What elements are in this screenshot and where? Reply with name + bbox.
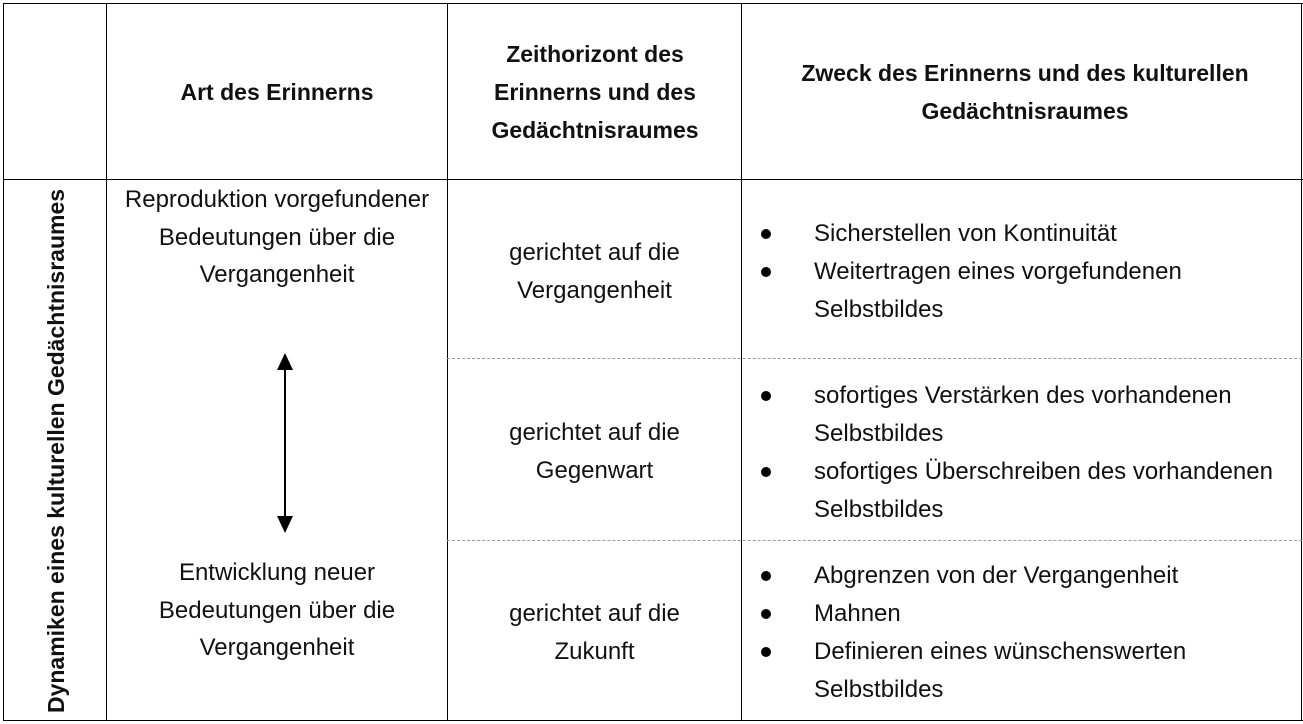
- list-item: sofortiges Verstärken des vorhandenen Selbstbildes: [758, 377, 1278, 453]
- list-item: Abgrenzen von der Vergangenheit: [758, 557, 1278, 595]
- horizon-gegenwart: gerichtet auf die Gegenwart: [509, 419, 680, 484]
- list-item: Definieren eines wünschenswerten Selbstbildes: [758, 633, 1278, 709]
- header-art-des-erinnerns: Art des Erinnerns: [180, 78, 374, 105]
- column-divider-2: [447, 3, 448, 721]
- list-item: Sicherstellen von Kontinuität: [758, 215, 1278, 253]
- list-item: sofortiges Überschreiben des vorhandenen Selbstbildes: [758, 453, 1278, 529]
- table-border-left: [3, 3, 4, 721]
- header-divider: [3, 179, 1303, 180]
- purpose-list-vergangenheit: [758, 215, 1278, 329]
- horizon-zukunft: gerichtet auf die Zukunft: [509, 600, 680, 665]
- header-zeithorizont: Zeithorizont des Erinnerns und des Gedächtnisraumes: [491, 40, 699, 143]
- side-label-dynamiken: Dynamiken eines kulturellen Gedächtnisraumes: [43, 188, 69, 714]
- table-border-bottom: [3, 720, 1303, 721]
- purpose-list-gegenwart: [758, 377, 1278, 529]
- table-border-right: [1301, 3, 1302, 721]
- row-separator-1: [447, 358, 1302, 359]
- column-divider-3: [741, 3, 742, 721]
- double-arrow-vertical-icon: [270, 352, 300, 534]
- header-zweck: Zweck des Erinnerns und des kulturellen Gedächtnisraumes: [801, 59, 1249, 124]
- row-separator-2: [447, 540, 1302, 541]
- horizon-vergangenheit: gerichtet auf die Vergangenheit: [509, 239, 680, 304]
- list-item: Weitertragen eines vorgefundenen Selbstbildes: [758, 253, 1278, 329]
- purpose-list-zukunft: [758, 557, 1278, 709]
- art-entwicklung: Entwicklung neuer Bedeutungen über die Vergangenheit: [158, 559, 396, 661]
- list-item: Mahnen: [758, 595, 1278, 633]
- art-reproduktion: Reproduktion vorgefundener Bedeutungen über die Vergangenheit: [124, 186, 430, 288]
